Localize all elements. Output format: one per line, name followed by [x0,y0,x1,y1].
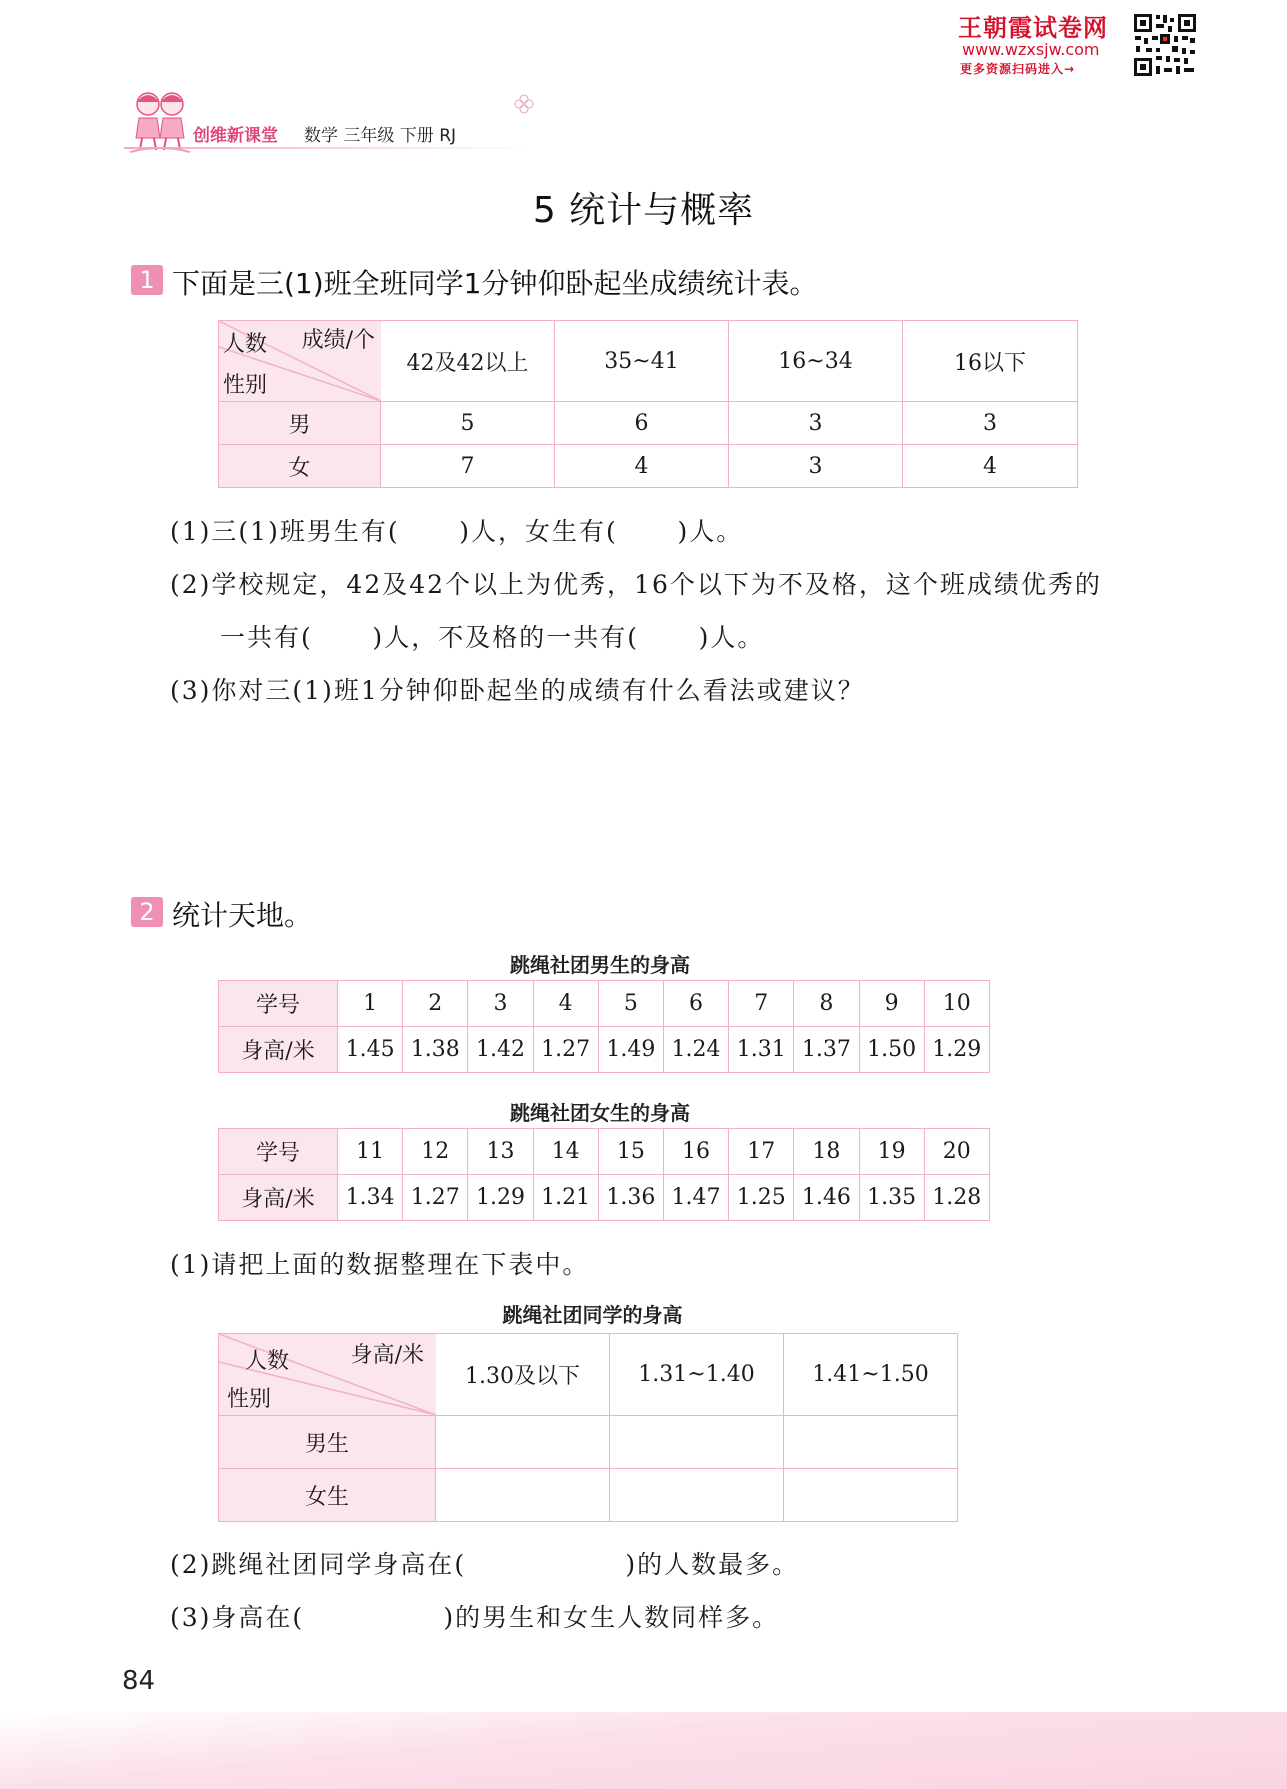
girls-id-cell: 17 [729,1129,794,1175]
girls-id-cell: 12 [403,1129,468,1175]
footer-decoration [0,1712,1287,1789]
situp-corner-score-label: 成绩/个 [301,328,375,353]
situp-row-label: 男 [219,402,381,445]
situp-row-label: 女 [219,445,381,488]
question-2-number: 2 [131,897,163,927]
boys-id-cell: 5 [598,981,663,1027]
summary-answer-cell[interactable] [436,1469,610,1522]
summary-answer-cell[interactable] [784,1469,958,1522]
question-1-title: 下面是三(1)班全班同学1分钟仰卧起坐成绩统计表。 [172,267,818,300]
summary-table-caption: 跳绳社团同学的身高 [502,1303,683,1327]
girls-id-cell: 19 [859,1129,924,1175]
question-1-number: 1 [131,265,163,295]
summary-corner-gender-label: 性别 [227,1387,272,1412]
boys-height-cell: 1.27 [533,1027,598,1073]
girls-id-cell: 15 [598,1129,663,1175]
girls-height-cell: 1.36 [598,1175,663,1221]
situp-corner-gender-label: 性别 [223,373,268,398]
boys-id-cell: 4 [533,981,598,1027]
girls-id-cell: 18 [794,1129,859,1175]
boys-height-cell: 1.31 [729,1027,794,1073]
boys-table-caption: 跳绳社团男生的身高 [510,953,690,977]
summary-corner-height-label: 身高/米 [350,1343,424,1368]
situp-corner-count-label: 人数 [223,332,268,357]
situp-cell: 6 [555,402,729,445]
girls-height-cell: 1.29 [468,1175,533,1221]
header-divider [124,147,534,149]
summary-corner-count-label: 人数 [245,1349,290,1374]
qr-code-icon[interactable] [1132,12,1198,78]
boys-height-cell: 1.42 [468,1027,533,1073]
q2-sub1: (1)请把上面的数据整理在下表中。 [170,1250,590,1279]
boys-height-cell: 1.49 [598,1027,663,1073]
girls-height-table [218,1128,990,1221]
situp-col-header: 35~41 [555,321,729,402]
boys-id-cell: 6 [663,981,728,1027]
boys-height-cell: 1.45 [338,1027,403,1073]
q2-sub3: (3)身高在( )的男生和女生人数同样多。 [170,1603,780,1632]
boys-id-cell: 8 [794,981,859,1027]
book-info: 数学 三年级 下册 RJ [304,126,457,146]
situp-col-header: 42及42以上 [381,321,555,402]
summary-height-table [218,1333,958,1522]
girls-id-cell: 20 [924,1129,989,1175]
boys-id-cell: 9 [859,981,924,1027]
situp-col-header: 16以下 [903,321,1078,402]
girls-height-cell: 1.34 [338,1175,403,1221]
brand-name: 王朝霞试卷网 [958,14,1108,42]
girls-height-label: 身高/米 [219,1175,338,1221]
girls-id-label: 学号 [219,1129,338,1175]
situp-cell: 3 [729,445,903,488]
flower-icon [514,94,534,114]
girls-id-cell: 11 [338,1129,403,1175]
summary-col-header: 1.41~1.50 [784,1334,958,1416]
boys-height-cell: 1.29 [924,1027,989,1073]
q1-sub3: (3)你对三(1)班1分钟仰卧起坐的成绩有什么看法或建议？ [170,676,865,705]
q1-sub1: (1)三(1)班男生有( )人，女生有( )人。 [170,517,744,546]
boys-id-cell: 1 [338,981,403,1027]
situp-cell: 5 [381,402,555,445]
summary-row-label: 女生 [219,1469,436,1522]
boys-id-cell: 10 [924,981,989,1027]
summary-col-header: 1.30及以下 [436,1334,610,1416]
q1-sub2-line2: 一共有( )人，不及格的一共有( )人。 [220,623,765,652]
table-row [219,445,1078,488]
girls-height-cell: 1.28 [924,1175,989,1221]
girls-height-cell: 1.46 [794,1175,859,1221]
summary-answer-cell[interactable] [610,1416,784,1469]
boys-id-cell: 3 [468,981,533,1027]
situp-cell: 3 [903,402,1078,445]
table-row [219,981,990,1027]
table-row [219,1469,958,1522]
summary-answer-cell[interactable] [784,1416,958,1469]
summary-answer-cell[interactable] [436,1416,610,1469]
situp-cell: 3 [729,402,903,445]
table-row [219,1175,990,1221]
girls-height-cell: 1.25 [729,1175,794,1221]
brand-scan-hint: 更多资源扫码进入→ [960,62,1076,76]
girls-table-caption: 跳绳社团女生的身高 [510,1101,690,1125]
girls-id-cell: 13 [468,1129,533,1175]
boys-height-cell: 1.50 [859,1027,924,1073]
summary-table-corner [219,1334,436,1416]
girls-height-cell: 1.21 [533,1175,598,1221]
table-row [219,402,1078,445]
summary-answer-cell[interactable] [610,1469,784,1522]
girls-height-cell: 1.27 [403,1175,468,1221]
situp-col-header: 16~34 [729,321,903,402]
table-row [219,1129,990,1175]
girls-height-cell: 1.47 [663,1175,728,1221]
boys-height-table [218,980,990,1073]
situp-cell: 7 [381,445,555,488]
boys-height-cell: 1.37 [794,1027,859,1073]
question-2-title: 统计天地。 [172,899,313,932]
situp-cell: 4 [903,445,1078,488]
table-row [219,1027,990,1073]
series-name: 创维新课堂 [193,126,278,146]
situp-score-table [218,320,1078,488]
boys-height-label: 身高/米 [219,1027,338,1073]
table-row [219,1416,958,1469]
q2-sub2: (2)跳绳社团同学身高在( )的人数最多。 [170,1550,800,1579]
chapter-title: 5 统计与概率 [532,190,755,231]
girls-height-cell: 1.35 [859,1175,924,1221]
brand-url[interactable]: www.wzxsjw.com [962,40,1100,59]
boys-id-cell: 7 [729,981,794,1027]
page-number: 84 [122,1666,156,1696]
situp-cell: 4 [555,445,729,488]
boys-id-cell: 2 [403,981,468,1027]
summary-col-header: 1.31~1.40 [610,1334,784,1416]
boys-id-label: 学号 [219,981,338,1027]
q1-sub2-line1: (2)学校规定，42及42个以上为优秀，16个以下为不及格，这个班成绩优秀的 [170,570,1102,599]
girls-id-cell: 16 [663,1129,728,1175]
boys-height-cell: 1.24 [663,1027,728,1073]
summary-row-label: 男生 [219,1416,436,1469]
girls-id-cell: 14 [533,1129,598,1175]
boys-height-cell: 1.38 [403,1027,468,1073]
situp-table-corner [219,321,381,402]
